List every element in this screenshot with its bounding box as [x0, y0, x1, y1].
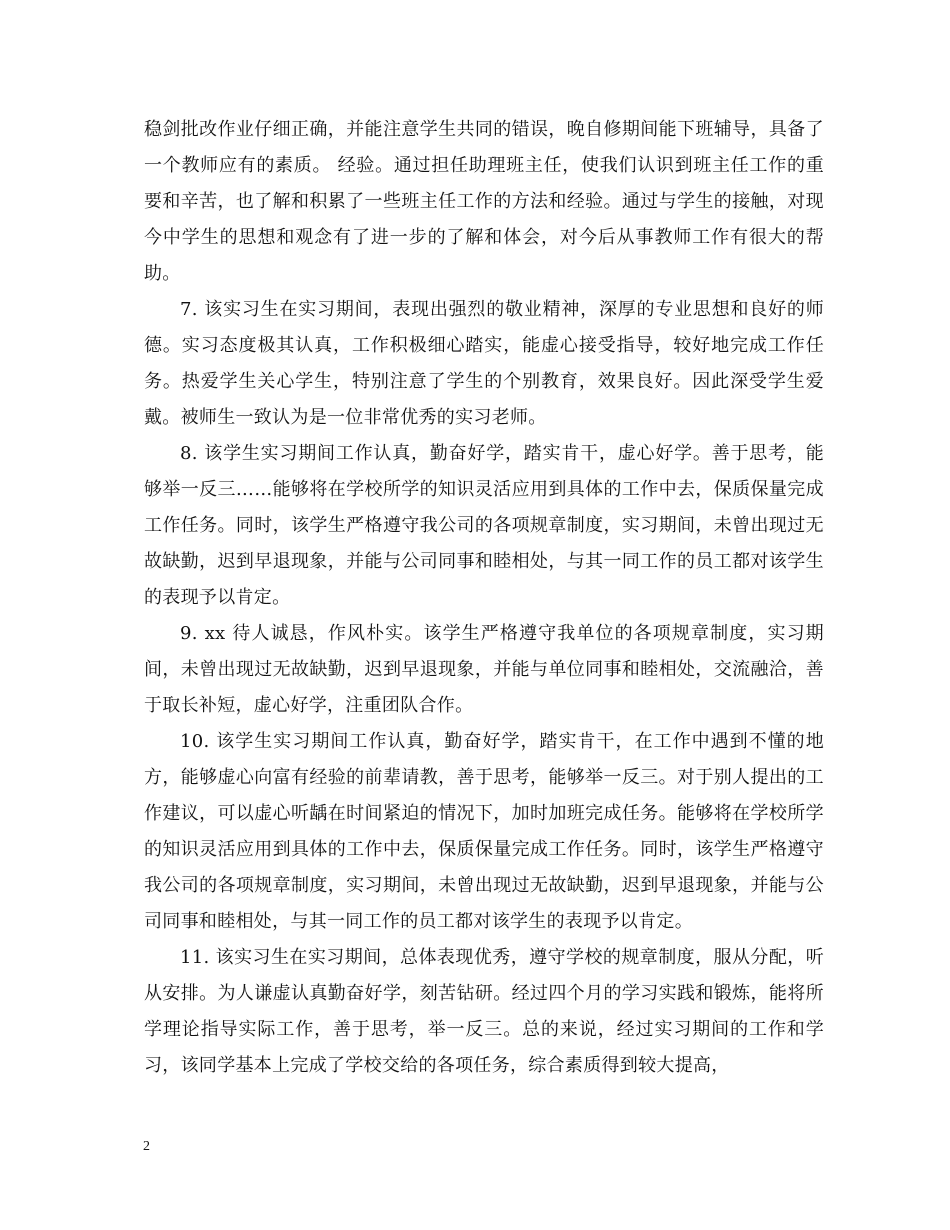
page-number: 2 — [143, 1139, 150, 1154]
paragraph-item-8: 8. 该学生实习期间工作认真，勤奋好学，踏实肯干，虚心好学。善于思考，能够举一反三……能够将在学校所学的知识灵活应用到具体的工作中去，保质保量完成工作任务。同时，该学生严格遵守我公司的各项规章制度，实习期间，未曾出现过无故缺勤，迟到早退现象，并能与公司同事和睦相处，与其一同工作的员工都对该学生的表现予以肯定。 — [144, 443, 824, 608]
document-body — [144, 112, 824, 1084]
paragraph-item-11: 11. 该实习生在实习期间，总体表现优秀，遵守学校的规章制度，服从分配，听从安排。为人谦虚认真勤奋好学，刻苦钻研。经过四个月的学习实践和锻炼，能将所学理论指导实际工作，善于思考，举一反三。总的来说，经过实习期间的工作和学习，该同学基本上完成了学校交给的各项任务，综合素质得到较大提高， — [144, 947, 824, 1076]
paragraph-item-7: 7. 该实习生在实习期间，表现出强烈的敬业精神，深厚的专业思想和良好的师德。实习态度极其认真，工作积极细心踏实，能虚心接受指导，较好地完成工作任务。热爱学生关心学生，特别注意了学生的个别教育，效果良好。因此深受学生爱戴。被师生一致认为是一位非常优秀的实习老师。 — [144, 299, 824, 428]
paragraph-item-10: 10. 该学生实习期间工作认真，勤奋好学，踏实肯干，在工作中遇到不懂的地方，能够虚心向富有经验的前辈请教，善于思考，能够举一反三。对于别人提出的工作建议，可以虚心听龋在时间紧迫的情况下，加时加班完成任务。能够将在学校所学的知识灵活应用到具体的工作中去，保质保量完成工作任务。同时，该学生严格遵守我公司的各项规章制度，实习期间，未曾出现过无故缺勤，迟到早退现象，并能与公司同事和睦相处，与其一同工作的员工都对该学生的表现予以肯定。 — [144, 731, 824, 932]
paragraph-continuation: 稳剑批改作业仔细正确，并能注意学生共同的错误，晚自修期间能下班辅导，具备了一个教师应有的素质。 经验。通过担任助理班主任，使我们认识到班主任工作的重要和辛苦，也了解和积累了一些班主任工作的方法和经验。通过与学生的接触，对现今中学生的思想和观念有了进一步的了解和体会，对今后从事教师工作有很大的帮助。 — [144, 119, 824, 284]
paragraph-item-9: 9. xx 待人诚恳，作风朴实。该学生严格遵守我单位的各项规章制度，实习期间，未曾出现过无故缺勤，迟到早退现象，并能与单位同事和睦相处，交流融洽，善于取长补短，虚心好学，注重团队合作。 — [144, 623, 824, 716]
